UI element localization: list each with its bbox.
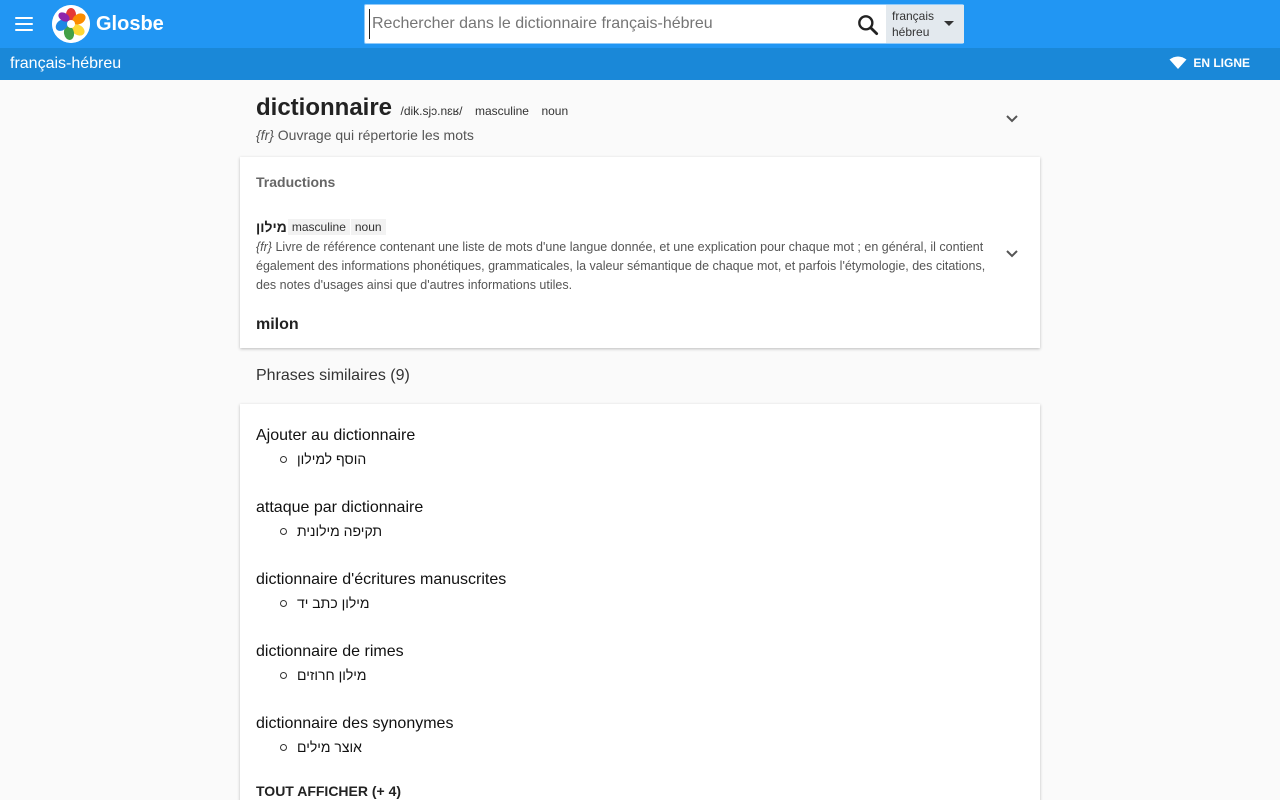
search-input[interactable] (369, 9, 847, 39)
top-app-bar (0, 0, 1280, 48)
def-lang: {fr} (256, 240, 272, 254)
logo[interactable] (52, 4, 164, 44)
pos-tag: noun (541, 104, 569, 118)
lang-from: français (892, 9, 935, 23)
similar-phrases-card (240, 404, 1040, 800)
phrase-he-text: מילון חרוזים (297, 667, 367, 683)
phonetic: /dik.sjɔ.nɛʁ/ (400, 104, 463, 118)
translation-item[interactable] (256, 219, 386, 235)
gender-tag: masculine (474, 104, 529, 118)
bullet-icon (280, 456, 287, 463)
online-label: EN LIGNE (1193, 56, 1250, 70)
chevron-down-icon[interactable] (1002, 243, 1022, 263)
phrase-fr[interactable]: attaque par dictionnaire (256, 499, 424, 516)
phrase-fr[interactable]: Ajouter au dictionnaire (256, 427, 416, 444)
phrase-fr[interactable]: dictionnaire des synonymes (256, 715, 454, 732)
chevron-down-icon[interactable] (1002, 108, 1022, 128)
translation-word[interactable]: מילון (256, 219, 287, 235)
phrase-he[interactable] (280, 595, 506, 611)
bullet-icon (280, 528, 287, 535)
list-item (256, 499, 423, 539)
transliteration: milon (256, 316, 299, 333)
phrase-he-text: תקיפה מילונית (297, 523, 383, 539)
glosbe-logo-icon (52, 5, 90, 43)
phrase-he-text: הוסף למילון (297, 451, 367, 467)
search-bar (364, 4, 964, 44)
translations-title: Traductions (256, 174, 336, 190)
entry-definition (256, 127, 474, 143)
bullet-icon (280, 600, 287, 607)
online-status[interactable] (1169, 56, 1250, 70)
phrase-fr[interactable]: dictionnaire d'écritures manuscrites (256, 571, 507, 588)
sub-header (0, 48, 1280, 80)
show-all-button[interactable]: TOUT AFFICHER (+ 4) (256, 783, 402, 799)
bullet-icon (280, 672, 287, 679)
gender-tag: masculine (288, 219, 350, 235)
phrase-fr[interactable]: dictionnaire de rimes (256, 643, 404, 660)
similar-phrases-title: Phrases similaires (9) (256, 367, 410, 384)
phrase-he[interactable] (280, 451, 415, 467)
headword: dictionnaire (256, 94, 393, 121)
list-item (256, 571, 506, 611)
search-icon[interactable] (855, 12, 881, 38)
translation-definition (256, 238, 996, 295)
phrase-he[interactable] (280, 667, 404, 683)
phrase-he[interactable] (280, 739, 453, 755)
list-item (256, 427, 415, 467)
caret-down-icon (944, 21, 954, 26)
menu-icon[interactable] (12, 12, 36, 36)
phrase-he-text: מילון כתב יד (297, 595, 370, 611)
def-text: Livre de référence contenant une liste de mots d'une langue donnée, et une explication pour chaque mot ; en général, il contient également des informations phonétiques, grammaticales, la valeur sémantique de chaque mot, et parfois l'étymologie, des citations, des notes d'usages ainsi que d'autres informations utiles. (256, 240, 986, 292)
logo-text: Glosbe (96, 12, 164, 35)
bullet-icon (280, 744, 287, 751)
wifi-icon (1169, 56, 1187, 70)
phrase-he[interactable] (280, 523, 423, 539)
language-select[interactable] (886, 5, 964, 43)
list-item (256, 643, 404, 683)
def-lang: {fr} (256, 127, 274, 143)
translations-card (240, 157, 1040, 348)
lang-to: hébreu (892, 25, 930, 39)
dictionary-title[interactable]: français-hébreu (10, 55, 122, 72)
phrase-he-text: אוצר מילים (297, 739, 362, 755)
list-item (256, 715, 453, 755)
entry-header (256, 94, 1026, 122)
pos-tag: noun (351, 219, 386, 235)
def-text: Ouvrage qui répertorie les mots (277, 127, 474, 143)
